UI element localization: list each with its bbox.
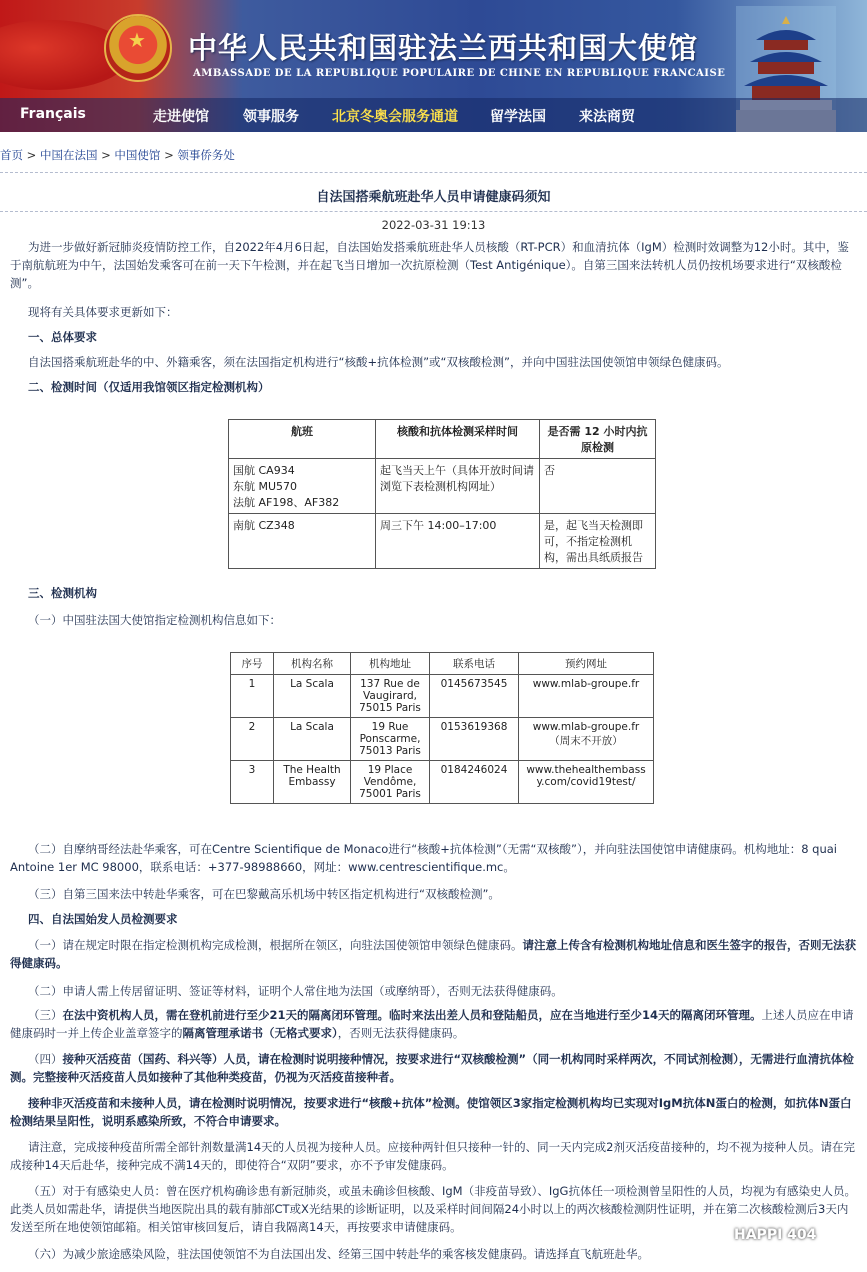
section-4-item-1 bbox=[10, 936, 858, 972]
table-row bbox=[231, 675, 654, 718]
table-cell: 137 Rue de Vaugirard, 75015 Paris bbox=[351, 675, 430, 718]
table-cell: La Scala bbox=[274, 675, 351, 718]
table-cell-link[interactable]: www.thehealthembassy.com/covid19test/ bbox=[519, 761, 654, 804]
table-header: 是否需 12 小时内抗原检测 bbox=[540, 420, 656, 459]
table-cell: 1 bbox=[231, 675, 274, 718]
table-header: 机构地址 bbox=[351, 653, 430, 675]
section-4-item-2: （二）申请人需上传居留证明、签证等材料，证明个人常住地为法国（或摩纳哥），否则无法获得健康码。 bbox=[28, 984, 563, 998]
table-cell: 0153619368 bbox=[430, 718, 519, 761]
text: （一）请在规定时限在指定检测机构完成检测，根据所在领区，向驻法国使领馆申领绿色健康码。 bbox=[28, 938, 523, 952]
divider bbox=[0, 211, 867, 212]
intro-paragraph: 为进一步做好新冠肺炎疫情防控工作，自2022年4月6日起，自法国始发搭乘航班赴华人员核酸（RT-PCR）和血清抗体（IgM）检测时效调整为12小时。其中，鉴于南航航班为中午，法国始发乘客可在前一天下午检测，并在起飞当日增加一次抗原检测（Test Antigénique）。自第三国来法转机人员仍按机场要求进行“双核酸检测”。 bbox=[10, 240, 849, 290]
emphasis-text: 接种灭活疫苗（国药、科兴等）人员，请在检测时说明接种情况，按要求进行“双核酸检测”（同一机构同时采样两次，不同试剂检测），无需进行血清抗体检测。完整接种灭活疫苗人员如接种了其他种类疫苗，仍视为灭活疫苗接种者。 bbox=[10, 1052, 854, 1084]
breadcrumb-consular-section[interactable]: 领事侨务处 bbox=[177, 148, 235, 162]
section-4-item-5: （五）对于有感染史人员：曾在医疗机构确诊患有新冠肺炎，或虽未确诊但核酸、IgM（非疫苗导致）、IgG抗体任一项检测曾呈阳性的人员，均视为有感染史人员。此类人员如需赴华，请提供当地医院出具的载有肺部CT或X光结果的诊断证明，以及采样时间间隔24小时以上的两次核酸检测阴性证明，并在第二次核酸检测后3天内发送至所在地使领馆邮箱。相关馆审核回复后，请自我隔离14天，再按要求申请健康码。 bbox=[10, 1184, 856, 1234]
table-cell-flights bbox=[229, 459, 376, 514]
table-cell: 19 Rue Ponscarme, 75013 Paris bbox=[351, 718, 430, 761]
table-cell: La Scala bbox=[274, 718, 351, 761]
section-2-heading: 二、检测时间（仅适用我馆领区指定检测机构） bbox=[28, 380, 270, 394]
flight-name: 法航 AF198、AF382 bbox=[233, 496, 340, 509]
table-cell: 19 Place Vendôme, 75001 Paris bbox=[351, 761, 430, 804]
table-row bbox=[231, 761, 654, 804]
testing-institutions-table bbox=[230, 652, 654, 804]
wechat-icon bbox=[702, 1226, 728, 1244]
breadcrumb-embassy[interactable]: 中国使馆 bbox=[114, 148, 161, 162]
table-cell-link[interactable]: www.mlab-groupe.fr（周末不开放） bbox=[519, 718, 654, 761]
table-cell-antigen: 否 bbox=[540, 459, 656, 514]
table-header: 机构名称 bbox=[274, 653, 351, 675]
flight-name: 南航 CZ348 bbox=[233, 519, 295, 532]
table-cell: The Health Embassy bbox=[274, 761, 351, 804]
table-cell-link[interactable]: www.mlab-groupe.fr bbox=[519, 675, 654, 718]
table-cell: 2 bbox=[231, 718, 274, 761]
site-banner bbox=[0, 0, 867, 132]
text: （四） bbox=[28, 1052, 63, 1066]
section-4-item-4 bbox=[10, 1050, 858, 1086]
section-1-heading: 一、总体要求 bbox=[28, 330, 97, 344]
nav-item-consular[interactable]: 领事服务 bbox=[243, 109, 299, 125]
text: 上述人员应在申请健康码时一并上传企业盖章签字的 bbox=[10, 1008, 854, 1040]
flight-schedule-table bbox=[228, 419, 656, 569]
table-header: 核酸和抗体检测采样时间 bbox=[376, 420, 540, 459]
national-emblem-icon: ★ bbox=[104, 14, 172, 82]
nav-item-business[interactable]: 来法商贸 bbox=[579, 109, 635, 125]
table-header-row bbox=[229, 420, 656, 459]
site-subtitle: AMBASSADE DE LA REPUBLIQUE POPULAIRE DE CHINE EN REPUBLIQUE FRANCAISE bbox=[193, 68, 726, 79]
table-header: 联系电话 bbox=[430, 653, 519, 675]
table-row bbox=[229, 514, 656, 569]
emphasis-text: 在法中资机构人员，需在登机前进行至少21天的隔离闭环管理。临时来法出差人员和登陆船员，应在当地进行至少14天的隔离闭环管理。 bbox=[62, 1008, 762, 1022]
table-header: 航班 bbox=[229, 420, 376, 459]
lead-paragraph: 现将有关具体要求更新如下： bbox=[28, 305, 178, 319]
breadcrumb bbox=[0, 147, 235, 163]
table-cell-antigen: 是，起飞当天检测即可，不指定检测机构，需出具纸质报告 bbox=[540, 514, 656, 569]
table-cell-time: 起飞当天上午（具体开放时间请浏览下表检测机构网址） bbox=[376, 459, 540, 514]
table-cell-flights bbox=[229, 514, 376, 569]
section-4-heading: 四、自法国始发人员检测要求 bbox=[28, 912, 178, 926]
text: （三） bbox=[28, 1008, 63, 1022]
article-title: 自法国搭乘航班赴华人员申请健康码须知 bbox=[316, 190, 551, 205]
table-row bbox=[229, 459, 656, 514]
breadcrumb-sep: > bbox=[164, 148, 174, 162]
table-cell: 0145673545 bbox=[430, 675, 519, 718]
section-4-item-3 bbox=[10, 1006, 858, 1042]
section-1-text: 自法国搭乘航班赴华的中、外籍乘客，须在法国指定机构进行“核酸+抗体检测”或“双核酸检测”，并向中国驻法国使领馆申领绿色健康码。 bbox=[28, 355, 729, 369]
text: ，否则无法获得健康码。 bbox=[337, 1026, 465, 1040]
table-header: 预约网址 bbox=[519, 653, 654, 675]
table-row bbox=[231, 718, 654, 761]
divider bbox=[0, 172, 867, 173]
section-3-item-3: （三）自第三国来法中转赴华乘客，可在巴黎戴高乐机场中转区指定机构进行“双核酸检测”。 bbox=[28, 887, 500, 901]
site-title: 中华人民共和国驻法兰西共和国大使馆 bbox=[188, 31, 699, 65]
flight-name: 国航 CA934 bbox=[233, 464, 295, 477]
section-3-item-2: （二）自摩纳哥经法赴华乘客，可在Centre Scientifique de Monaco进行“核酸+抗体检测”（无需“双核酸”），并向驻法国使馆申请健康码。机构地址：8 quai Antoine 1er MC 98000，联系电话：+377-98988660，网址：www.centrescientifique.mc。 bbox=[10, 842, 838, 874]
nav-item-olympics[interactable]: 北京冬奥会服务通道 bbox=[332, 109, 458, 125]
breadcrumb-sep: > bbox=[101, 148, 111, 162]
watermark-text: HAPPI 404 bbox=[734, 1227, 817, 1243]
nav-item-francais[interactable]: Français bbox=[20, 106, 86, 122]
table-cell: 3 bbox=[231, 761, 274, 804]
section-3-item-1: （一）中国驻法国大使馆指定检测机构信息如下： bbox=[28, 613, 281, 627]
breadcrumb-china-in-france[interactable]: 中国在法国 bbox=[39, 148, 98, 162]
table-cell-time: 周三下午 14:00–17:00 bbox=[376, 514, 540, 569]
main-nav bbox=[0, 98, 867, 132]
flight-name: 东航 MU570 bbox=[233, 480, 298, 493]
section-4-item-4-remark: 请注意，完成接种疫苗所需全部针剂数量满14天的人员视为接种人员。应接种两针但只接种一针的、同一天内完成2剂灭活疫苗接种的，均不视为接种人员。请在完成接种14天后赴华，接种完成不满14天的，即使符合“双阴”要求，亦不予审发健康码。 bbox=[10, 1140, 855, 1172]
table-header-row bbox=[231, 653, 654, 675]
emphasis-text: 隔离管理承诺书（无格式要求） bbox=[182, 1026, 338, 1040]
section-3-heading: 三、检测机构 bbox=[28, 586, 97, 600]
section-4-item-4-note: 接种非灭活疫苗和未接种人员，请在检测时说明情况，按要求进行“核酸+抗体”检测。使馆领区3家指定检测机构均已实现对IgM抗体N蛋白的检测，如抗体N蛋白检测结果呈阳性，说明系感染所致，不符合申请要求。 bbox=[10, 1096, 852, 1128]
table-header: 序号 bbox=[231, 653, 274, 675]
watermark bbox=[702, 1226, 816, 1244]
nav-item-study[interactable]: 留学法国 bbox=[490, 109, 546, 125]
nav-item-about-embassy[interactable]: 走进使馆 bbox=[153, 109, 209, 125]
table-cell: 0184246024 bbox=[430, 761, 519, 804]
breadcrumb-sep: > bbox=[26, 148, 37, 162]
breadcrumb-home[interactable]: 首页 bbox=[0, 148, 23, 162]
emphasis-text: 请注意上传含有检测机构地址信息和医生签字的报告，否则无法获得健康码。 bbox=[10, 938, 856, 970]
section-4-item-6: （六）为减少旅途感染风险，驻法国使领馆不为自法国出发、经第三国中转赴华的乘客核发健康码。请选择直飞航班赴华。 bbox=[28, 1247, 649, 1261]
article-date: 2022-03-31 19:13 bbox=[381, 218, 486, 232]
